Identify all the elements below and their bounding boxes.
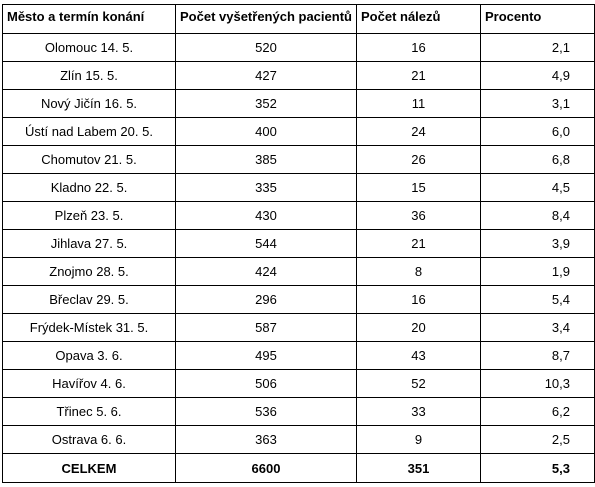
cell-city-date: Zlín 15. 5. [3, 62, 176, 90]
cell-percentage: 4,9 [481, 62, 595, 90]
cell-percentage: 6,2 [481, 398, 595, 426]
cell-city-date: Jihlava 27. 5. [3, 230, 176, 258]
header-row [3, 5, 595, 34]
cell-city-date: Frýdek-Místek 31. 5. [3, 314, 176, 342]
cell-percentage: 8,7 [481, 342, 595, 370]
total-row [3, 454, 595, 483]
cell-findings-count: 33 [357, 398, 481, 426]
table-row [3, 398, 595, 426]
table-row [3, 426, 595, 454]
cell-percentage: 1,9 [481, 258, 595, 286]
cell-patients-examined: 544 [176, 230, 357, 258]
table-row [3, 146, 595, 174]
cell-findings-count: 24 [357, 118, 481, 146]
table-row [3, 90, 595, 118]
cell-city-date: Břeclav 29. 5. [3, 286, 176, 314]
header-patients-examined: Počet vyšetřených pacientů [176, 5, 357, 34]
table-row [3, 258, 595, 286]
table-row [3, 230, 595, 258]
cell-percentage: 3,9 [481, 230, 595, 258]
cell-city-date: Nový Jičín 16. 5. [3, 90, 176, 118]
cell-city-date: Třinec 5. 6. [3, 398, 176, 426]
total-percentage: 5,3 [481, 454, 595, 483]
total-label: CELKEM [3, 454, 176, 483]
cell-patients-examined: 400 [176, 118, 357, 146]
table-row [3, 118, 595, 146]
header-city-date: Město a termín konání [3, 5, 176, 34]
cell-percentage: 10,3 [481, 370, 595, 398]
total-findings-count: 351 [357, 454, 481, 483]
cell-patients-examined: 506 [176, 370, 357, 398]
cell-city-date: Havířov 4. 6. [3, 370, 176, 398]
cell-findings-count: 16 [357, 34, 481, 62]
cell-patients-examined: 363 [176, 426, 357, 454]
screening-results-table [2, 4, 595, 483]
cell-percentage: 3,1 [481, 90, 595, 118]
cell-city-date: Chomutov 21. 5. [3, 146, 176, 174]
cell-patients-examined: 335 [176, 174, 357, 202]
cell-city-date: Plzeň 23. 5. [3, 202, 176, 230]
header-findings-count: Počet nálezů [357, 5, 481, 34]
header-percentage: Procento [481, 5, 595, 34]
table-row [3, 174, 595, 202]
cell-city-date: Ostrava 6. 6. [3, 426, 176, 454]
table-row [3, 202, 595, 230]
cell-patients-examined: 427 [176, 62, 357, 90]
cell-findings-count: 52 [357, 370, 481, 398]
table-row [3, 342, 595, 370]
cell-patients-examined: 424 [176, 258, 357, 286]
cell-findings-count: 8 [357, 258, 481, 286]
cell-percentage: 3,4 [481, 314, 595, 342]
cell-city-date: Ústí nad Labem 20. 5. [3, 118, 176, 146]
cell-patients-examined: 495 [176, 342, 357, 370]
cell-percentage: 8,4 [481, 202, 595, 230]
cell-city-date: Znojmo 28. 5. [3, 258, 176, 286]
cell-city-date: Opava 3. 6. [3, 342, 176, 370]
cell-patients-examined: 587 [176, 314, 357, 342]
cell-findings-count: 43 [357, 342, 481, 370]
cell-patients-examined: 296 [176, 286, 357, 314]
table-body [3, 34, 595, 483]
cell-patients-examined: 385 [176, 146, 357, 174]
cell-findings-count: 20 [357, 314, 481, 342]
cell-percentage: 4,5 [481, 174, 595, 202]
table-row [3, 370, 595, 398]
cell-findings-count: 16 [357, 286, 481, 314]
table-row [3, 286, 595, 314]
cell-percentage: 6,0 [481, 118, 595, 146]
cell-findings-count: 21 [357, 230, 481, 258]
cell-findings-count: 15 [357, 174, 481, 202]
cell-percentage: 2,1 [481, 34, 595, 62]
cell-city-date: Olomouc 14. 5. [3, 34, 176, 62]
cell-city-date: Kladno 22. 5. [3, 174, 176, 202]
cell-findings-count: 9 [357, 426, 481, 454]
cell-patients-examined: 520 [176, 34, 357, 62]
cell-patients-examined: 352 [176, 90, 357, 118]
cell-patients-examined: 536 [176, 398, 357, 426]
table-row [3, 314, 595, 342]
cell-findings-count: 36 [357, 202, 481, 230]
cell-percentage: 5,4 [481, 286, 595, 314]
cell-findings-count: 21 [357, 62, 481, 90]
cell-patients-examined: 430 [176, 202, 357, 230]
cell-findings-count: 11 [357, 90, 481, 118]
cell-percentage: 2,5 [481, 426, 595, 454]
cell-findings-count: 26 [357, 146, 481, 174]
total-patients-examined: 6600 [176, 454, 357, 483]
cell-percentage: 6,8 [481, 146, 595, 174]
table-row [3, 34, 595, 62]
table-row [3, 62, 595, 90]
